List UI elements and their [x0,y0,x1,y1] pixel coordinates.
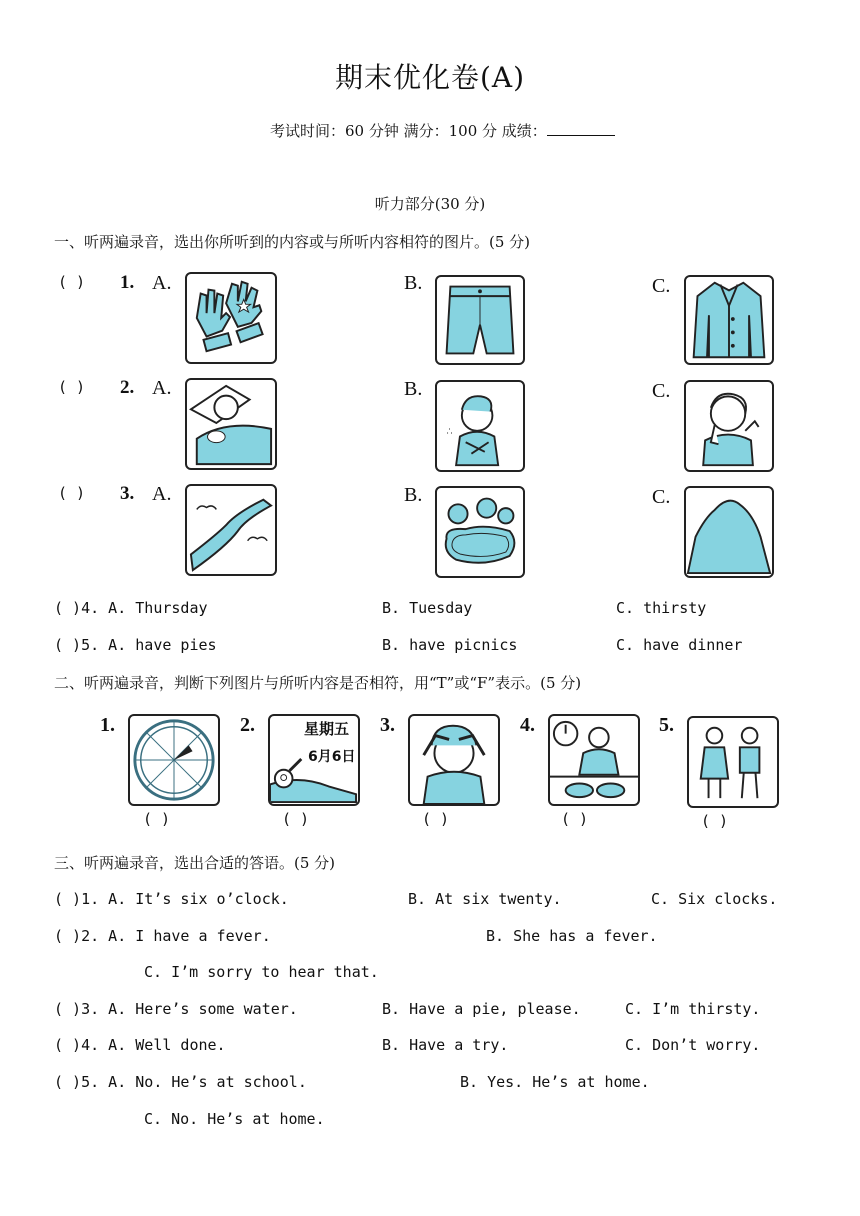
tf-number: 1. [100,714,115,736]
option-c-text: C. Six clocks. [651,890,778,908]
two-girls-picture[interactable] [687,716,779,808]
coat-picture[interactable] [684,275,774,365]
question-number: 2. [120,377,135,398]
section2-heading: 二、听两遍录音，判断下列图片与所听内容是否相符，用“T”或“F”表示。(5 分) [54,674,582,692]
coughing-boy-picture[interactable] [435,380,525,472]
gloves-picture[interactable] [185,272,277,364]
question-text: ( )5. A. have pies [54,636,217,654]
answer-paren[interactable]: ( ) [422,810,450,828]
date-label: 6月6日 [308,749,356,765]
option-c-label: C. [652,380,671,402]
section3-heading: 三、听两遍录音，选出合适的答语。(5 分) [54,854,336,872]
option-b-text: B. Tuesday [382,599,473,617]
answer-paren[interactable]: ( ) [701,812,729,830]
option-b-label: B. [404,484,423,506]
answer-paren[interactable]: ( ) [58,378,86,396]
option-b-text: B. Have a pie, please. [382,1000,581,1018]
swimming-friday-picture[interactable] [268,714,360,806]
answer-paren[interactable]: ( ) [561,810,589,828]
option-c-text: C. Don’t worry. [625,1036,761,1054]
question-number: 3. [120,483,135,504]
listening-subtitle: 听力部分(30 分) [374,195,486,213]
option-a-label: A. [152,483,172,505]
page-title: 期末优化卷(A) [334,61,526,94]
option-a-label: A. [152,377,172,399]
option-b-text: B. At six twenty. [408,890,562,908]
option-c-text: C. I’m thirsty. [625,1000,761,1018]
question-text: ( )4. A. Well done. [54,1036,226,1054]
question-text: ( )1. A. It’s six o’clock. [54,890,289,908]
option-b-label: B. [404,272,423,294]
tf-number: 4. [520,714,535,736]
answer-paren[interactable]: ( ) [282,810,310,828]
lake-picture[interactable] [435,486,525,578]
answer-paren[interactable]: ( ) [143,810,171,828]
section1-heading: 一、听两遍录音，选出你所听到的内容或与所听内容相符的图片。(5 分) [54,233,531,251]
question-number: 1. [120,272,135,293]
option-c-text: C. have dinner [616,636,743,654]
toothache-picture[interactable] [684,380,774,472]
option-b-label: B. [404,378,423,400]
score-blank[interactable] [547,121,615,136]
tf-number: 3. [380,714,395,736]
answer-paren[interactable]: ( ) [58,273,86,291]
option-c-text: C. I’m sorry to hear that. [144,963,379,981]
option-b-text: B. Yes. He’s at home. [460,1073,650,1091]
weekday-label: 星期五 [304,720,350,738]
headache-picture[interactable] [408,714,500,806]
shorts-picture[interactable] [435,275,525,365]
exam-meta-text: 考试时间：60 分钟 满分：100 分 成绩： [270,122,547,140]
sick-in-bed-picture[interactable] [185,378,277,470]
river-picture[interactable] [185,484,277,576]
option-c-text: C. thirsty [616,599,707,617]
option-b-text: B. She has a fever. [486,927,658,945]
option-c-text: C. No. He’s at home. [144,1110,325,1128]
option-a-label: A. [152,272,172,294]
dinner-time-picture[interactable] [548,714,640,806]
question-text: ( )4. A. Thursday [54,599,208,617]
option-b-text: B. have picnics [382,636,518,654]
option-b-text: B. Have a try. [382,1036,509,1054]
tf-number: 2. [240,714,255,736]
week-wheel-picture[interactable] [128,714,220,806]
option-c-label: C. [652,275,671,297]
answer-paren[interactable]: ( ) [58,484,86,502]
question-text: ( )2. A. I have a fever. [54,927,271,945]
option-c-label: C. [652,486,671,508]
svg-text:∴: ∴ [446,426,453,438]
tf-number: 5. [659,714,674,736]
question-text: ( )5. A. No. He’s at school. [54,1073,307,1091]
mountain-picture[interactable] [684,486,774,578]
exam-meta [270,120,615,141]
question-text: ( )3. A. Here’s some water. [54,1000,298,1018]
